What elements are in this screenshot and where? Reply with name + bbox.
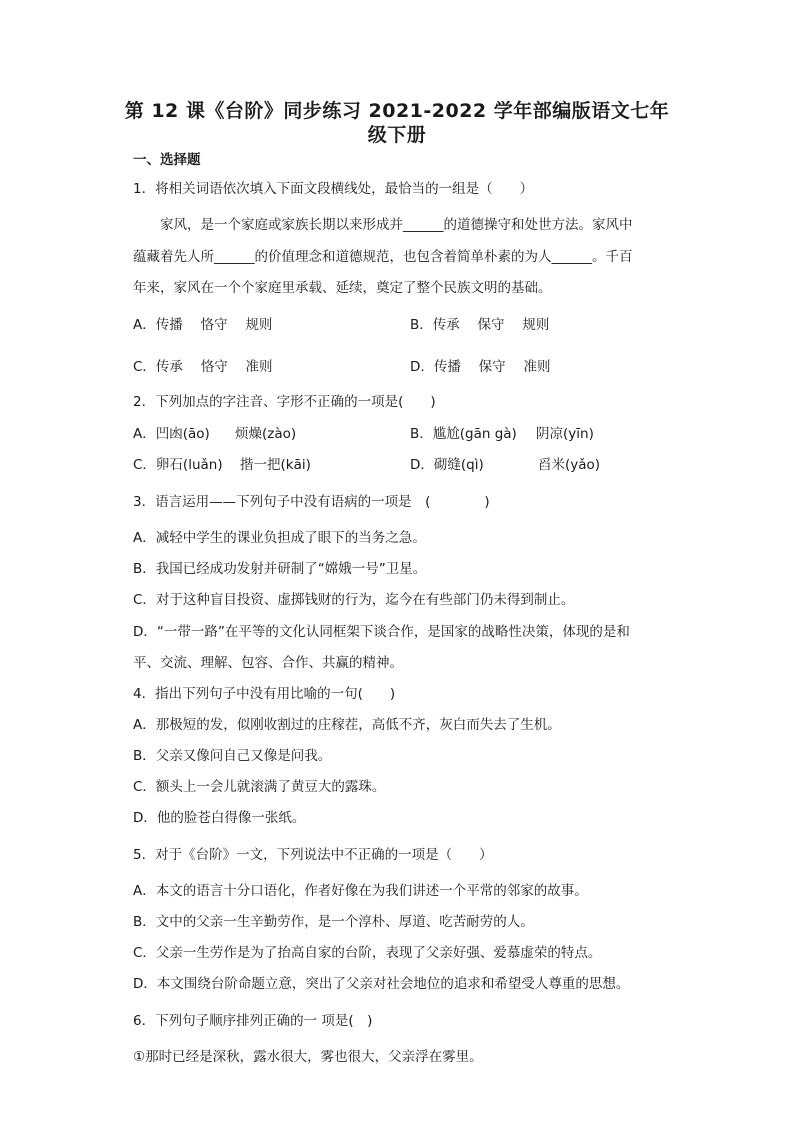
- question-3-stem: 3．语言运用——下列句子中没有语病的一项是 ( ): [133, 494, 490, 510]
- question-2-option-c-word2: 揩一把(kāi): [240, 457, 311, 473]
- question-1-option-b: B．传承 保守 规则: [410, 317, 550, 333]
- question-3-option-d: D．“一带一路”在平等的文化认同框架下谈合作，是国家的战略性决策，体现的是和: [133, 624, 630, 640]
- question-5-stem: 5．对于《台阶》一文，下列说法中不正确的一项是（ ）: [133, 847, 493, 863]
- question-1-stem: 1．将相关词语依次填入下面文段横线处，最恰当的一组是（ ）: [133, 181, 534, 197]
- question-5-option-c: C．父亲一生劳作是为了抬高自家的台阶，表现了父亲好强、爱慕虚荣的特点。: [133, 945, 602, 961]
- section-heading: 一、选择题: [133, 152, 201, 168]
- question-3-option-b: B．我国已经成功发射并研制了“嫦娥一号”卫星。: [133, 561, 427, 577]
- question-3-option-d-continued: 平、交流、理解、包容、合作、共赢的精神。: [133, 655, 403, 671]
- question-4-stem: 4．指出下列句子中没有用比喻的一句( ): [133, 686, 396, 702]
- question-1-option-c: C．传承 恪守 准则: [133, 359, 273, 375]
- question-4-option-c: C．额头上一会儿就滚满了黄豆大的露珠。: [133, 779, 386, 795]
- question-5-option-b: B．文中的父亲一生辛勤劳作，是一个淳朴、厚道、吃苦耐劳的人。: [133, 914, 534, 930]
- question-5-option-a: A．本文的语言十分口语化，作者好像在为我们讲述一个平常的邻家的故事。: [133, 883, 588, 899]
- question-6-stem: 6．下列句子顺序排列正确的一 项是( ): [133, 1013, 373, 1029]
- question-3-option-c: C．对于这种盲目投资、虚掷钱财的行为，迄今在有些部门仍未得到制止。: [133, 592, 575, 608]
- question-2-option-b: B．尴尬(gān gà): [410, 426, 517, 442]
- question-1-option-a: A．传播 恪守 规则: [133, 317, 273, 333]
- question-1-passage: 蕴藏着先人所______的价值理念和道德规范，也包含着简单朴素的为人______。千百: [133, 249, 633, 265]
- question-2-option-a: A．凹凼(āo): [133, 426, 210, 442]
- question-4-option-b: B．父亲又像问自己又像是问我。: [133, 748, 332, 764]
- question-6-sentence-1: ①那时已经是深秋，露水很大，雾也很大，父亲浮在雾里。: [133, 1049, 483, 1065]
- question-1-passage: 家风，是一个家庭或家族长期以来形成并______的道德操守和处世方法。家风中: [160, 217, 633, 233]
- page-title-continued: 级下册: [367, 124, 427, 146]
- question-4-option-d: D．他的脸苍白得像一张纸。: [133, 810, 306, 826]
- question-2-option-d-word2: 舀米(yǎo): [538, 457, 601, 473]
- question-2-option-a-word2: 烦燥(zào): [235, 426, 297, 442]
- question-4-option-a: A．那极短的发，似刚收割过的庄稼茬，高低不齐，灰白而失去了生机。: [133, 717, 561, 733]
- question-2-option-b-word2: 阴凉(yīn): [536, 426, 594, 442]
- question-1-option-d: D．传播 保守 准则: [410, 359, 551, 375]
- question-1-passage: 年来，家风在一个个家庭里承载、延续，奠定了整个民族文明的基础。: [133, 280, 552, 296]
- question-5-option-d: D．本文围绕台阶命题立意，突出了父亲对社会地位的追求和希望受人尊重的思想。: [133, 976, 630, 992]
- page-title: 第 12 课《台阶》同步练习 2021-2022 学年部编版语文七年: [124, 100, 670, 122]
- question-3-option-a: A．减轻中学生的课业负担成了眼下的当务之急。: [133, 530, 426, 546]
- question-2-stem: 2．下列加点的字注音、字形不正确的一项是( ): [133, 394, 436, 410]
- question-2-option-c: C．卵石(luǎn): [133, 457, 223, 473]
- question-2-option-d: D．砌缝(qì): [410, 457, 484, 473]
